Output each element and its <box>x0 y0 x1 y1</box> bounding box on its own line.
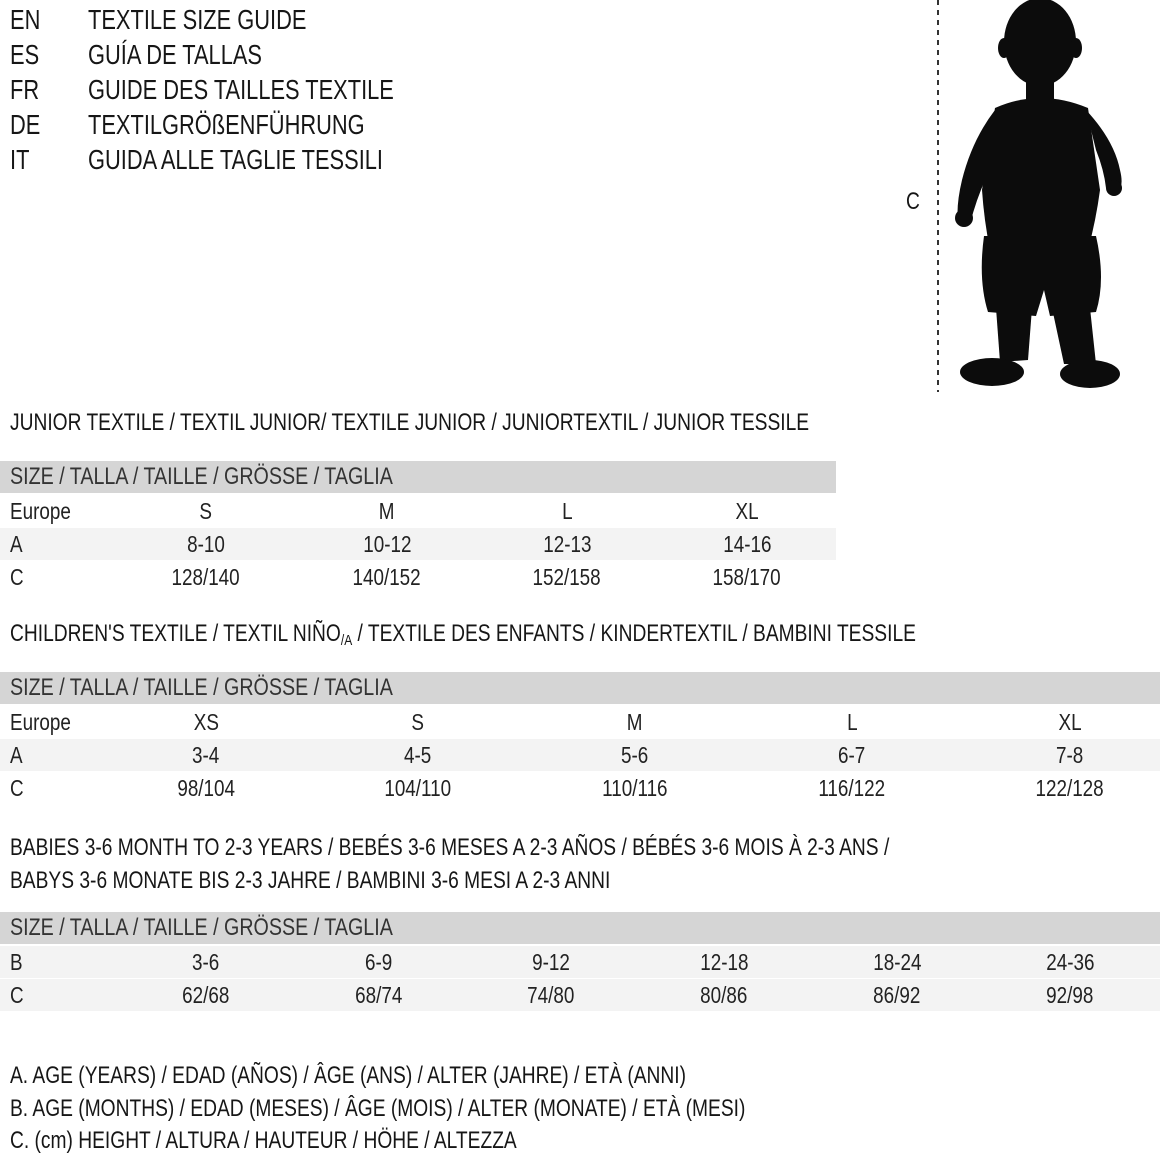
table-cell: 9-12 <box>532 949 570 975</box>
table-row <box>0 561 836 593</box>
table-cell: 98/104 <box>177 775 235 801</box>
children-section-title <box>10 619 916 656</box>
row-label: A <box>10 531 23 557</box>
table-row <box>0 495 836 527</box>
table-cell: 110/116 <box>602 775 668 801</box>
height-marker-label: C <box>906 188 920 215</box>
row-label: C <box>10 775 24 801</box>
lang-title: TEXTILE SIZE GUIDE <box>88 4 307 35</box>
table-cell: 152/158 <box>532 564 602 590</box>
table-cell: XS <box>193 709 219 735</box>
table-cell: 74/80 <box>527 982 575 1008</box>
children-title-subscript: /A <box>340 632 353 649</box>
table-row <box>0 739 1160 771</box>
table-cell: S <box>411 709 425 735</box>
table-cell: 62/68 <box>182 982 230 1008</box>
table-cell: L <box>561 498 573 524</box>
child-silhouette-icon <box>900 0 1130 400</box>
table-row <box>0 946 1160 978</box>
row-label: A <box>10 742 23 768</box>
table-cell: XL <box>1058 709 1082 735</box>
table-cell: 86/92 <box>873 982 921 1008</box>
lang-code: EN <box>10 4 41 35</box>
table-cell: 80/86 <box>700 982 748 1008</box>
table-cell: 8-10 <box>187 531 225 557</box>
row-label: C <box>10 564 24 590</box>
babies-section-title-line1: BABIES 3-6 MONTH TO 2-3 YEARS / BEBÉS 3-6 MESES A 2-3 AÑOS / BÉBÉS 3-6 MOIS À 2-3 ANS / <box>10 834 890 861</box>
legend-item-b: B. AGE (MONTHS) / EDAD (MESES) / ÂGE (MOIS) / ALTER (MONATE) / ETÀ (MESI) <box>10 1095 746 1122</box>
table-cell: 104/110 <box>384 775 452 801</box>
table-cell: 122/128 <box>1035 775 1105 801</box>
table-cell: 10-12 <box>362 531 412 557</box>
table-cell: 24-36 <box>1045 949 1095 975</box>
table-cell: 12-13 <box>542 531 592 557</box>
table-cell: L <box>846 709 858 735</box>
lang-title: GUÍA DE TALLAS <box>88 39 262 70</box>
lang-code: FR <box>10 74 40 105</box>
table-cell: 5-6 <box>621 742 649 768</box>
legend-item-c: C. (cm) HEIGHT / ALTURA / HAUTEUR / HÖHE / ALTEZZA <box>10 1127 517 1154</box>
table-cell: S <box>199 498 213 524</box>
children-title-rest: / TEXTILE DES ENFANTS / KINDERTEXTIL / BAMBINI TESSILE <box>352 620 916 647</box>
table-cell: 6-9 <box>365 949 393 975</box>
lang-code: IT <box>10 144 30 175</box>
row-label: C <box>10 982 24 1008</box>
table-cell: 4-5 <box>404 742 432 768</box>
table-cell: 140/152 <box>352 564 422 590</box>
size-header-label: SIZE / TALLA / TAILLE / GRÖSSE / TAGLIA <box>10 463 393 490</box>
table-cell: 12-18 <box>699 949 749 975</box>
babies-size-header <box>0 912 1160 944</box>
size-header-label: SIZE / TALLA / TAILLE / GRÖSSE / TAGLIA <box>10 674 393 701</box>
junior-size-header <box>0 461 836 493</box>
babies-section-title-line2: BABYS 3-6 MONATE BIS 2-3 JAHRE / BAMBINI 3-6 MESI A 2-3 ANNI <box>10 867 611 894</box>
table-cell: 6-7 <box>838 742 866 768</box>
table-row <box>0 528 836 560</box>
children-size-header <box>0 672 1160 704</box>
lang-title: TEXTILGRÖßENFÜHRUNG <box>88 109 365 140</box>
row-label: Europe <box>10 498 71 524</box>
junior-section-title: JUNIOR TEXTILE / TEXTIL JUNIOR/ TEXTILE JUNIOR / JUNIORTEXTIL / JUNIOR TESSILE <box>10 409 810 436</box>
row-label: B <box>10 949 23 975</box>
table-cell: 68/74 <box>355 982 403 1008</box>
row-label: Europe <box>10 709 71 735</box>
table-cell: 158/170 <box>712 564 782 590</box>
table-cell: 116/122 <box>818 775 886 801</box>
table-cell: XL <box>735 498 759 524</box>
lang-code: ES <box>10 39 40 70</box>
table-cell: 7-8 <box>1056 742 1084 768</box>
table-cell: M <box>627 709 643 735</box>
table-cell: 92/98 <box>1046 982 1094 1008</box>
size-header-label: SIZE / TALLA / TAILLE / GRÖSSE / TAGLIA <box>10 914 393 941</box>
table-cell: 128/140 <box>171 564 241 590</box>
table-cell: 14-16 <box>722 531 772 557</box>
table-row <box>0 772 1160 804</box>
lang-title: GUIDE DES TAILLES TEXTILE <box>88 74 394 105</box>
lang-title: GUIDA ALLE TAGLIE TESSILI <box>88 144 383 175</box>
table-row <box>0 979 1160 1011</box>
legend-item-a: A. AGE (YEARS) / EDAD (AÑOS) / ÂGE (ANS) / ALTER (JAHRE) / ETÀ (ANNI) <box>10 1062 687 1089</box>
table-cell: 18-24 <box>872 949 922 975</box>
table-cell: 3-4 <box>192 742 220 768</box>
table-cell: 3-6 <box>192 949 220 975</box>
lang-code: DE <box>10 109 41 140</box>
children-title-main: CHILDREN'S TEXTILE / TEXTIL NIÑO <box>10 620 341 647</box>
table-row <box>0 706 1160 738</box>
table-cell: M <box>379 498 395 524</box>
